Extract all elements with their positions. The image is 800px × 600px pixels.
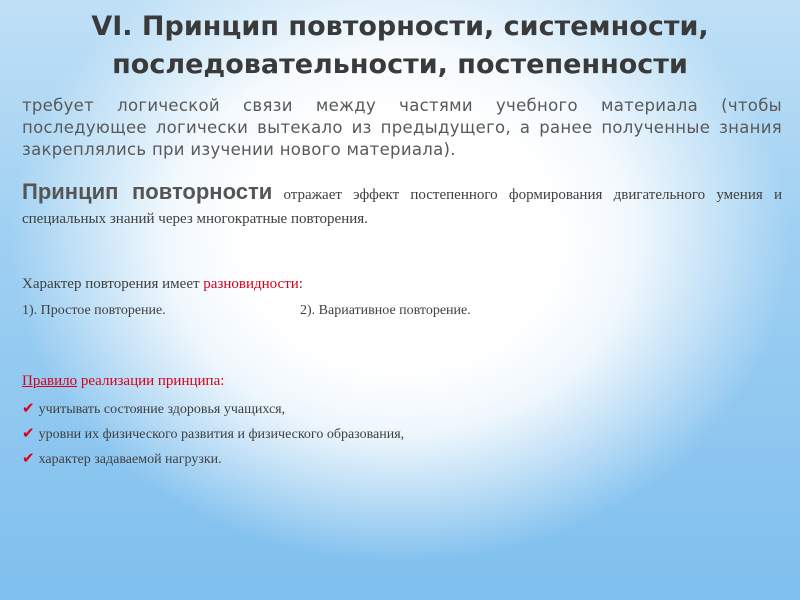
repetition-types xyxy=(22,303,782,323)
list-item-text: уровни их физического развития и физического образования, xyxy=(38,427,405,442)
principle-paragraph xyxy=(22,180,782,231)
repetition-highlight: разновидности xyxy=(203,276,299,292)
intro-paragraph: требует логической связи между частями учебного материала (чтобы последующее логически вытекало из предыдущего, а ранее полученные знания закреплялись при изучении нового материала). xyxy=(22,96,782,159)
list-item-text: учитывать состояние здоровья учащихся, xyxy=(38,402,286,417)
rule-word: Правило xyxy=(22,373,78,389)
list-item xyxy=(22,421,404,446)
checkmark-icon: ✔ xyxy=(22,399,35,417)
list-item xyxy=(22,396,404,421)
repetition-type-variative: 2). Вариативное повторение. xyxy=(300,303,471,318)
rule-checklist xyxy=(22,396,404,471)
principle-text: отражает эффект постепенного формирования двигательного умения и специальных знаний через многократные повторения. xyxy=(22,187,782,227)
repetition-heading xyxy=(22,276,303,293)
repetition-type-simple: 1). Простое повторение. xyxy=(22,303,166,318)
repetition-suffix: : xyxy=(298,276,303,292)
principle-lead: Принцип повторности xyxy=(22,179,273,204)
title-line-1: VI. Принцип повторности, системности, xyxy=(91,11,709,42)
list-item xyxy=(22,446,404,471)
rule-rest: реализации принципа: xyxy=(77,373,225,389)
checkmark-icon: ✔ xyxy=(22,449,35,467)
checkmark-icon: ✔ xyxy=(22,424,35,442)
list-item-text: характер задаваемой нагрузки. xyxy=(38,452,222,467)
rule-heading xyxy=(22,373,224,390)
title-line-2: последовательности, постепенности xyxy=(112,49,688,80)
repetition-prefix: Характер повторения имеет xyxy=(22,276,204,292)
slide-title xyxy=(20,8,780,84)
